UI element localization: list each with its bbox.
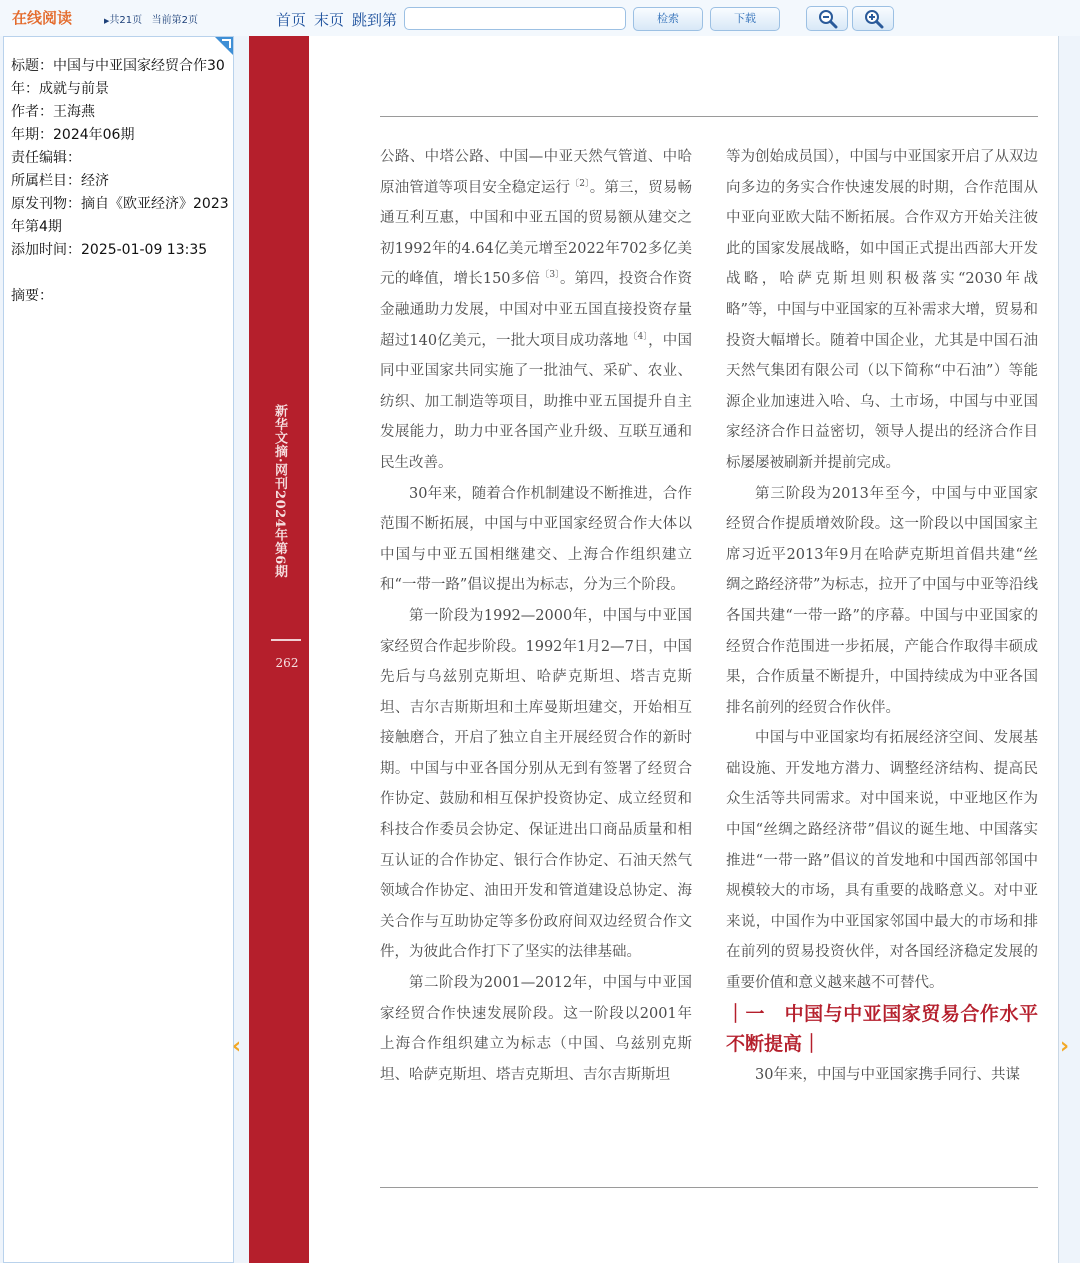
- meta-issue-value: 2024年06期: [53, 127, 135, 143]
- paragraph: 等为创始成员国），中国与中亚国家开启了从双边向多边的务实合作快速发展的时期，合作范围从中亚向亚欧大陆不断拓展。合作双方开始关注彼此的国家发展战略，如中国正式提出西部大开发战略，哈萨克斯坦则积极落实“2030年战略”等，中国与中亚国家的互补需求大增，贸易和投资大幅增长。随着中国企业，尤其是中国石油天然气集团有限公司（以下简称“中石油”）等能源企业加速进入哈、乌、土市场，中国与中亚国家经济合作日益密切，领导人提出的经济合作目标屡屡被刷新并提前完成。: [726, 149, 1038, 471]
- next-page-arrow-icon[interactable]: ›: [1060, 1034, 1070, 1059]
- meta-abstract-label: 摘要：: [11, 288, 53, 304]
- section-heading: ｜一 中国与中亚国家贸易合作水平不断提高｜: [726, 1002, 1038, 1056]
- first-page-link[interactable]: 首页: [276, 11, 307, 29]
- journal-side-strip: [249, 36, 309, 1263]
- prev-page-arrow-icon[interactable]: ‹: [232, 1034, 242, 1059]
- meta-title: [11, 55, 231, 101]
- meta-issue-label: 年期：: [11, 127, 53, 143]
- document-page: [249, 36, 1059, 1263]
- brand-title: 在线阅读: [12, 9, 73, 27]
- top-rule: [380, 116, 1038, 117]
- toolbar: [0, 0, 1080, 36]
- meta-author-value: 王海燕: [53, 104, 95, 120]
- jump-page-input[interactable]: [404, 7, 626, 30]
- paragraph: 公路、中塔公路、中国—中亚天然气管道、中哈原油管道等项目安全稳定运行$^{〔2〕}$。第三，贸易畅通互利互惠，中国和中亚五国的贸易额从建交之初1992年的4.64亿美元增至2022年702多亿美元的峰值，增长150多倍$^{〔3〕}$。第四，投资合作资金融通助力发展，中国对中亚五国直接投资存量超过140亿美元，一批大项目成功落地$^{〔4〕}$，中国同中亚国家共同实施了一批油气、采矿、农业、纺织、加工制造等项目，助推中亚五国提升自主发展能力，助力中亚各国产业升级、互联互通和民生改善。: [380, 149, 693, 471]
- meta-author: [11, 101, 231, 124]
- meta-author-label: 作者：: [11, 104, 53, 120]
- paragraph: 30年来，随着合作机制建设不断推进，合作范围不断拓展，中国与中亚国家经贸合作大体以中国与中亚五国相继建交、上海合作组织建立和“一带一路”倡议提出为标志，分为三个阶段。: [380, 485, 692, 594]
- download-button[interactable]: 下载: [710, 7, 780, 31]
- strip-divider: [271, 639, 301, 641]
- meta-added-label: 添加时间：: [11, 242, 81, 258]
- meta-source-label: 原发刊物：: [11, 196, 81, 212]
- article-info-panel: [3, 36, 234, 1263]
- meta-abstract: [11, 285, 231, 308]
- bottom-rule: [380, 1187, 1038, 1188]
- zoom-in-icon: [864, 9, 884, 29]
- text-column-left: [380, 142, 692, 1090]
- play-icon: ▶: [104, 17, 110, 25]
- meta-issue: [11, 124, 231, 147]
- paragraph: 第二阶段为2001—2012年，中国与中亚国家经贸合作快速发展阶段。这一阶段以2001年上海合作组织建立为标志（中国、乌兹别克斯坦、哈萨克斯坦、塔吉克斯坦、吉尔吉斯斯坦: [380, 975, 692, 1083]
- meta-source-value: 摘自《欧亚经济》2023年第4期: [11, 196, 229, 235]
- article-meta: [11, 55, 231, 308]
- meta-title-label: 标题：: [11, 58, 53, 74]
- meta-added: [11, 239, 231, 262]
- search-button[interactable]: 检索: [633, 7, 703, 31]
- meta-editor-label: 责任编辑：: [11, 150, 81, 166]
- meta-column-value: 经济: [81, 173, 109, 189]
- page-number: 262: [275, 656, 299, 670]
- page-info: [104, 11, 198, 26]
- meta-added-value: 2025-01-09 13:35: [81, 242, 208, 258]
- meta-title-value: 中国与中亚国家经贸合作30年：成就与前景: [11, 58, 225, 97]
- zoom-out-icon: [818, 9, 838, 29]
- meta-column: [11, 170, 231, 193]
- paragraph: 30年来，中国与中亚国家携手同行、共谋: [755, 1066, 1020, 1083]
- journal-vertical-title: 新华文摘·网刊2024年第6期: [272, 404, 287, 579]
- paragraph: 第一阶段为1992—2000年，中国与中亚国家经贸合作起步阶段。1992年1月2—7日，中国先后与乌兹别克斯坦、哈萨克斯坦、塔吉克斯坦、吉尔吉斯斯坦和土库曼斯坦建交，开始相互接触磨合，开启了独立自主开展经贸合作的新时期。中国与中亚各国分别从无到有签署了经贸合作协定、鼓励和相互保护投资协定、成立经贸和科技合作委员会协定、保证进出口商品质量和相互认证的合作协定、银行合作协定、石油天然气领域合作协定、油田开发和管道建设总协定、海关合作与互助协定等多份政府间双边经贸合作文件，为彼此合作打下了坚实的法律基础。: [380, 607, 692, 961]
- meta-source: [11, 193, 231, 239]
- collapse-panel-icon[interactable]: [215, 37, 233, 55]
- zoom-out-button[interactable]: [806, 6, 848, 31]
- total-pages: 共21页: [109, 15, 143, 26]
- paragraph: 第三阶段为2013年至今，中国与中亚国家经贸合作提质增效阶段。这一阶段以中国国家主席习近平2013年9月在哈萨克斯坦首倡共建“丝绸之路经济带”为标志，拉开了中国与中亚等沿线各国共建“一带一路”的序幕。中国与中亚国家的经贸合作范围进一步拓展，产能合作取得丰硕成果，合作质量不断提升，中国持续成为中亚各国排名前列的经贸合作伙伴。: [726, 485, 1038, 716]
- jump-to-label: 跳到第: [352, 11, 398, 29]
- zoom-in-button[interactable]: [852, 6, 894, 31]
- meta-editor: [11, 147, 231, 170]
- paragraph: 中国与中亚国家均有拓展经济空间、发展基础设施、开发地方潜力、调整经济结构、提高民众生活等共同需求。对中国来说，中亚地区作为中国“丝绸之路经济带”倡议的诞生地、中国落实推进“一带一路”倡议的首发地和中国西部邻国中规模较大的市场，具有重要的战略意义。对中亚来说，中国作为中亚国家邻国中最大的市场和排在前列的贸易投资伙伴，对各国经济稳定发展的重要价值和意义越来越不可替代。: [726, 730, 1038, 992]
- last-page-link[interactable]: 末页: [314, 11, 345, 29]
- current-page: 当前第2页: [151, 15, 199, 26]
- meta-column-label: 所属栏目：: [11, 173, 81, 189]
- text-column-right: [726, 142, 1038, 1090]
